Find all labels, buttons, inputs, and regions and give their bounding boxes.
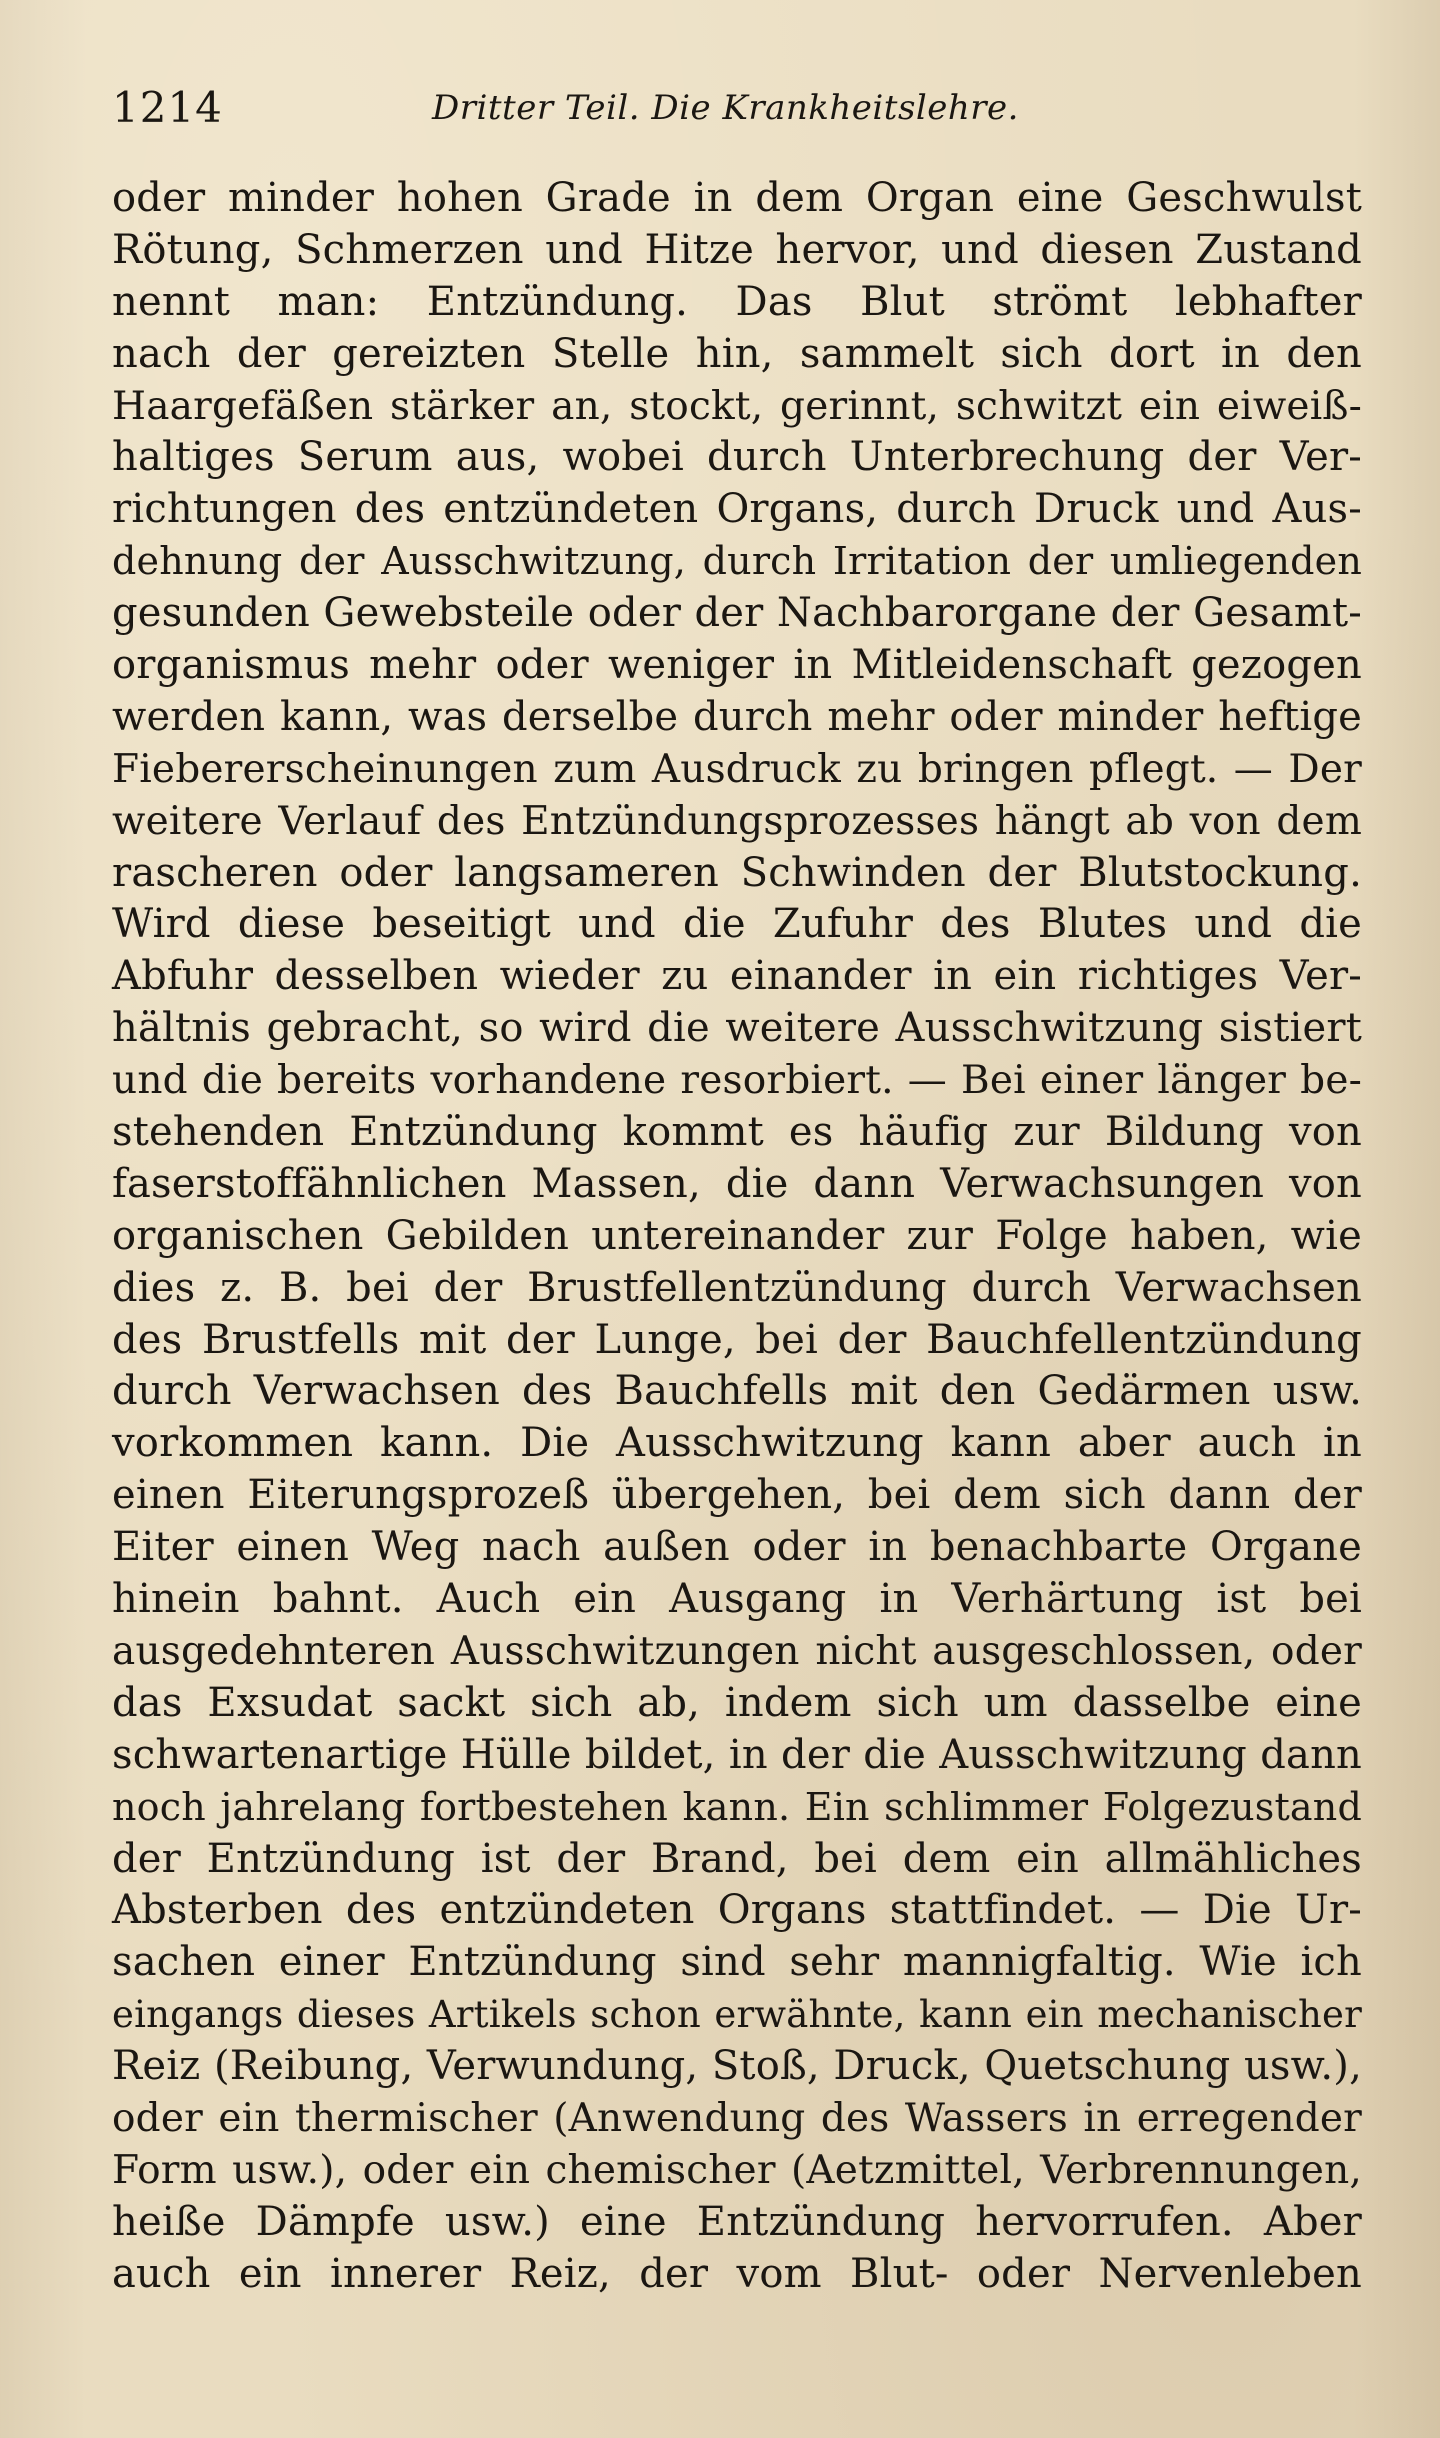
text-line: Abfuhr desselben wieder zu einander in ein richtiges Ver- [112,953,1362,1000]
text-line: stehenden Entzündung kommt es häufig zur Bildung von [112,1109,1362,1156]
text-line: der Entzündung ist der Brand, bei dem ein allmähliches [112,1835,1362,1882]
text-line: und die bereits vorhandene resorbiert. — Bei einer länger be- [112,1058,1362,1104]
text-line: Haargefäßen stärker an, stockt, gerinnt, schwitzt ein eiweiß- [112,383,1362,429]
text-line: rascheren oder langsameren Schwinden der Blutstockung. [112,849,1362,896]
page-number: 1214 [112,83,223,132]
text-line: oder ein thermischer (Anwendung des Wassers in erregender [112,2095,1362,2141]
text-line: hinein bahnt. Auch ein Ausgang in Verhärtung ist bei [112,1576,1362,1623]
text-line: Reiz (Reibung, Verwundung, Stoß, Druck, Quetschung usw.), [112,2043,1362,2090]
text-line: des Brustfells mit der Lunge, bei der Bauchfellentzündung [112,1316,1362,1363]
text-line: ausgedehnteren Ausschwitzungen nicht ausgeschlossen, oder [112,1628,1362,1674]
text-line: sachen einer Entzündung sind sehr mannigfaltig. Wie ich [112,1939,1362,1986]
text-line: organismus mehr oder weniger in Mitleidenschaft gezogen [112,642,1362,689]
text-line: durch Verwachsen des Bauchfells mit den Gedärmen usw. [112,1368,1362,1415]
text-line: einen Eiterungsprozeß übergehen, bei dem sich dann der [112,1472,1362,1519]
text-line: hältnis gebracht, so wird die weitere Ausschwitzung sistiert [112,1005,1362,1052]
running-title: Dritter Teil. Die Krankheitslehre. [432,88,1019,128]
text-line: vorkommen kann. Die Ausschwitzung kann aber auch in [112,1420,1362,1467]
text-line: richtungen des entzündeten Organs, durch Druck und Aus- [112,486,1362,533]
text-line: schwartenartige Hülle bildet, in der die Ausschwitzung dann [112,1731,1362,1778]
text-line: faserstoffähnlichen Massen, die dann Verwachsungen von [112,1160,1362,1207]
text-line: auch ein innerer Reiz, der vom Blut- oder Nervenleben [112,2250,1362,2297]
text-line: dehnung der Ausschwitzung, durch Irritation der umliegenden [112,539,1362,584]
text-line: das Exsudat sackt sich ab, indem sich um dasselbe eine [112,1679,1362,1726]
text-line: weitere Verlauf des Entzündungsprozesses hängt ab von dem [112,798,1362,844]
text-line: organischen Gebilden untereinander zur Folge haben, wie [112,1212,1362,1259]
text-line: dies z. B. bei der Brustfellentzündung durch Verwachsen [112,1264,1362,1311]
text-line: werden kann, was derselbe durch mehr oder minder heftige [112,693,1362,740]
text-line: Absterben des entzündeten Organs stattfindet. — Die Ur- [112,1887,1362,1934]
text-line: Wird diese beseitigt und die Zufuhr des Blutes und die [112,901,1362,948]
text-line: haltiges Serum aus, wobei durch Unterbrechung der Ver- [112,434,1362,481]
text-line: noch jahrelang fortbestehen kann. Ein schlimmer Folgezustand [112,1784,1362,1829]
body-text [112,173,1362,2301]
text-line: eingangs dieses Artikels schon erwähnte, kann ein mechanischer [112,1993,1362,2037]
text-line: heiße Dämpfe usw.) eine Entzündung hervorrufen. Aber [112,2198,1362,2245]
running-head [112,78,1362,138]
text-line: oder minder hohen Grade in dem Organ eine Geschwulst [112,175,1362,221]
text-line: Fiebererscheinungen zum Ausdruck zu bringen pflegt. — Der [112,746,1362,792]
text-line: gesunden Gewebsteile oder der Nachbarorgane der Gesamt- [112,590,1362,637]
text-line: nennt man: Entzündung. Das Blut strömt lebhafter [112,278,1362,325]
text-line: Rötung, Schmerzen und Hitze hervor, und diesen Zustand [112,226,1362,273]
text-line: Form usw.), oder ein chemischer (Aetzmittel, Verbrennungen, [112,2147,1362,2193]
text-line: nach der gereizten Stelle hin, sammelt sich dort in den [112,330,1362,377]
text-line: Eiter einen Weg nach außen oder in benachbarte Organe [112,1524,1362,1571]
